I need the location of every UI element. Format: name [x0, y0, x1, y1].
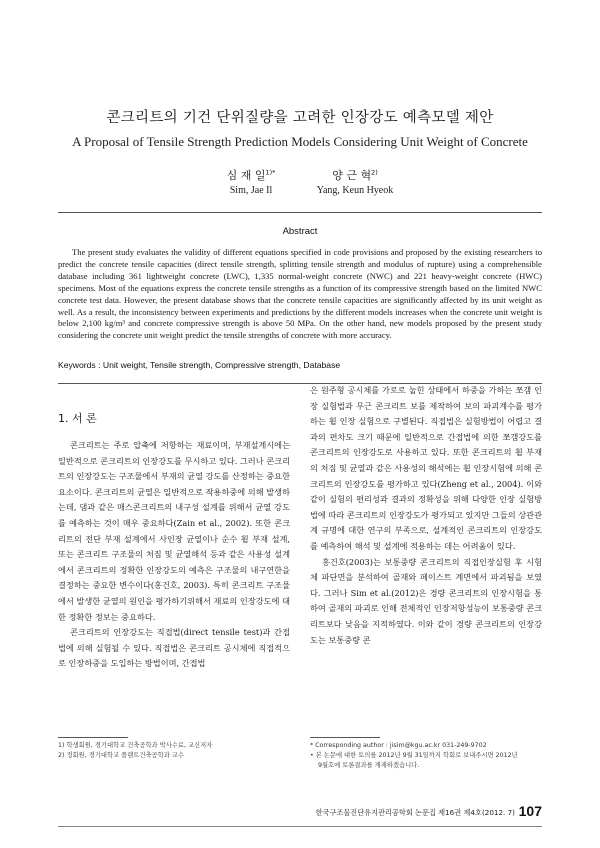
author-2-name-ko: 양 근 혁: [332, 169, 372, 182]
author-1-name-en: Sim, Jae Il: [229, 185, 273, 196]
keywords: [58, 360, 542, 370]
abstract-top-rule: [58, 212, 542, 213]
keywords-label: Keywords: [58, 360, 96, 370]
footnote: 2) 정회원, 경기대학교 플랜트건축공학과 교수: [58, 752, 184, 759]
keywords-separator: :: [98, 360, 101, 370]
footnote: 1) 학생회원, 경기대학교 건축공학과 박사수료, 교신저자: [58, 742, 213, 749]
keywords-text: Unit weight, Tensile strength, Compressive strength, Database: [102, 360, 341, 370]
left-column: [58, 438, 290, 672]
paragraph: 은 원주형 공시체를 가로로 눕힌 상태에서 하중을 가하는 쪼갬 인장 실험법과 무근 콘크리트 보를 제작하여 보의 파괴계수를 평가하는 휨 인장 실험으로 구별된다. 직접법은 실험방법이 어렵고 결과의 편차도 크기 때문에 일반적으로 간접법에 의한 쪼갬강도를 콘크리트의 인장강도로 사용하고 있다. 또한 콘크리트의 휨 부재의 처짐 및 균열과 같은 사용성의 해석에는 휨 인장시험에 의해 콘크리트의 인장강도를 평가하고 있다(Zheng et al., 2004). 이와 같이 실험의 편리성과 결과의 정확성을 위해 다양한 인장 실험방법에 따라 콘크리트의 인장강도가 평가되고 있지만 그들의 상관관계 규명에 대한 연구의 부족으로, 설계적인 콘크리트의 인장강도를 예측하여 해석 및 설계에 적용하는 데는 어려움이 있다.: [310, 385, 542, 551]
footnotes-left: [58, 741, 290, 761]
author-2-sup: 2): [371, 168, 378, 177]
paper-title-english: A Proposal of Tensile Strength Prediction Models Considering Unit Weight of Concrete: [72, 134, 528, 149]
footer-rule: [58, 826, 542, 827]
footnote: 9월호에 토론결과를 게재하겠습니다.: [318, 762, 420, 769]
footnote-rule-right: [310, 737, 380, 738]
author-2: [300, 167, 410, 183]
author-1-name-ko: 심 재 일: [226, 169, 266, 182]
author-1: [196, 167, 306, 183]
author-2-name-en: Yang, Keun Hyeok: [316, 185, 394, 196]
footnotes-right: [310, 741, 542, 771]
abstract-heading: Abstract: [282, 226, 318, 237]
page-number: 107: [518, 803, 542, 819]
right-column: [310, 383, 542, 648]
journal-footer: 한국구조물진단유지관리공학회 논문집 제16권 제4호(2012. 7): [315, 808, 515, 817]
paragraph: 콘크리트는 주로 압축에 저항하는 재료이며, 부재설계시에는 일반적으로 콘크리트의 인장강도를 무시하고 있다. 그러나 콘크리트의 인장강도는 구조물에서 부재의 균열 강도를 산정하는 중요한 요소이다. 콘크리트의 균열은 일반적으로 작용하중에 의해 발생하는데, 댐과 같은 매스콘크리트의 내구성 설계를 위해서 균열 강도를 예측하는 것이 매우 중요하다(Zain et al., 2002). 또한 콘크리트의 전단 부재 설계에서 사인장 균열이나 순수 휨 부재 설계, 또는 콘크리트 구조물의 처짐 및 균열해석 등과 같은 사용성 설계에서 콘크리트의 정확한 인장강도의 예측은 구조물의 내구연한을 결정하는 중요한 변수이다(홍건호, 2003). 특히 콘크리트 구조물에서 발생한 균열의 원인을 평가하기위해서 재료의 인장강도에 대한 정확한 정보는 중요하다.: [58, 440, 290, 622]
section-heading-introduction: 1. 서 론: [58, 412, 97, 425]
footnote: * Corresponding author : jisim@kgu.ac.kr 031-249-9702: [310, 742, 487, 749]
abstract-text: The present study evaluates the validity of different equations specified in code provisions and proposed by the existing researchers to predict the concrete tensile capacities (direct tensile strength, splitting tensile strength and modulus of rupture) using a comprehensible database including 361 lightweight concrete (LWC), 1,335 normal-weight concrete (NWC) and 221 heavy-weight concrete (HWC) specimens. Most of the equations express the concrete tensile strengths as a function of its compressive strength based on the limited NWC concrete test data. However, the present database shows that the concrete tensile capacities are significantly affected by its unit weight as well. As a result, the inconsistency between experiments and predictions by the different models increases when the concrete unit weight is below 2,100 kg/m³ and concrete compressive strength is above 50 MPa. On the other hand, new models proposed by the present study considering the concrete unit weight predict the tensile strengths of concrete with more accuracy.: [58, 247, 542, 341]
abstract-body: [58, 247, 542, 342]
paragraph: 콘크리트의 인장강도는 직접법(direct tensile test)과 간접법에 의해 실험될 수 있다. 직접법은 콘크리트 공시체에 직접적으로 인장하중을 도입하는 방법이며, 간접법: [58, 627, 290, 669]
footnote: • 본 논문에 대한 토의를 2012년 9월 31일까지 학회로 보내주시면 2012년: [310, 752, 518, 759]
author-1-sup: 1)*: [265, 168, 276, 177]
footnote-rule-left: [58, 737, 128, 738]
paper-title-korean: 콘크리트의 기건 단위질량을 고려한 인장강도 예측모델 제안: [106, 110, 494, 126]
paragraph: 홍건호(2003)는 보통중량 콘크리트의 직접인장실험 후 시험체 파단면을 분석하여 골재와 페이스트 계면에서 파괴됨을 보였다. 그러나 Sim et al.(2012)은 경량 콘크리트의 인장시험을 통하여 골재의 파괴로 인해 전체적인 인장저항성능이 보통중량 콘크리트보다 낮음을 지적하였다. 이와 같이 경량 콘크리트의 인장강도는 보통중량 콘: [310, 556, 542, 645]
